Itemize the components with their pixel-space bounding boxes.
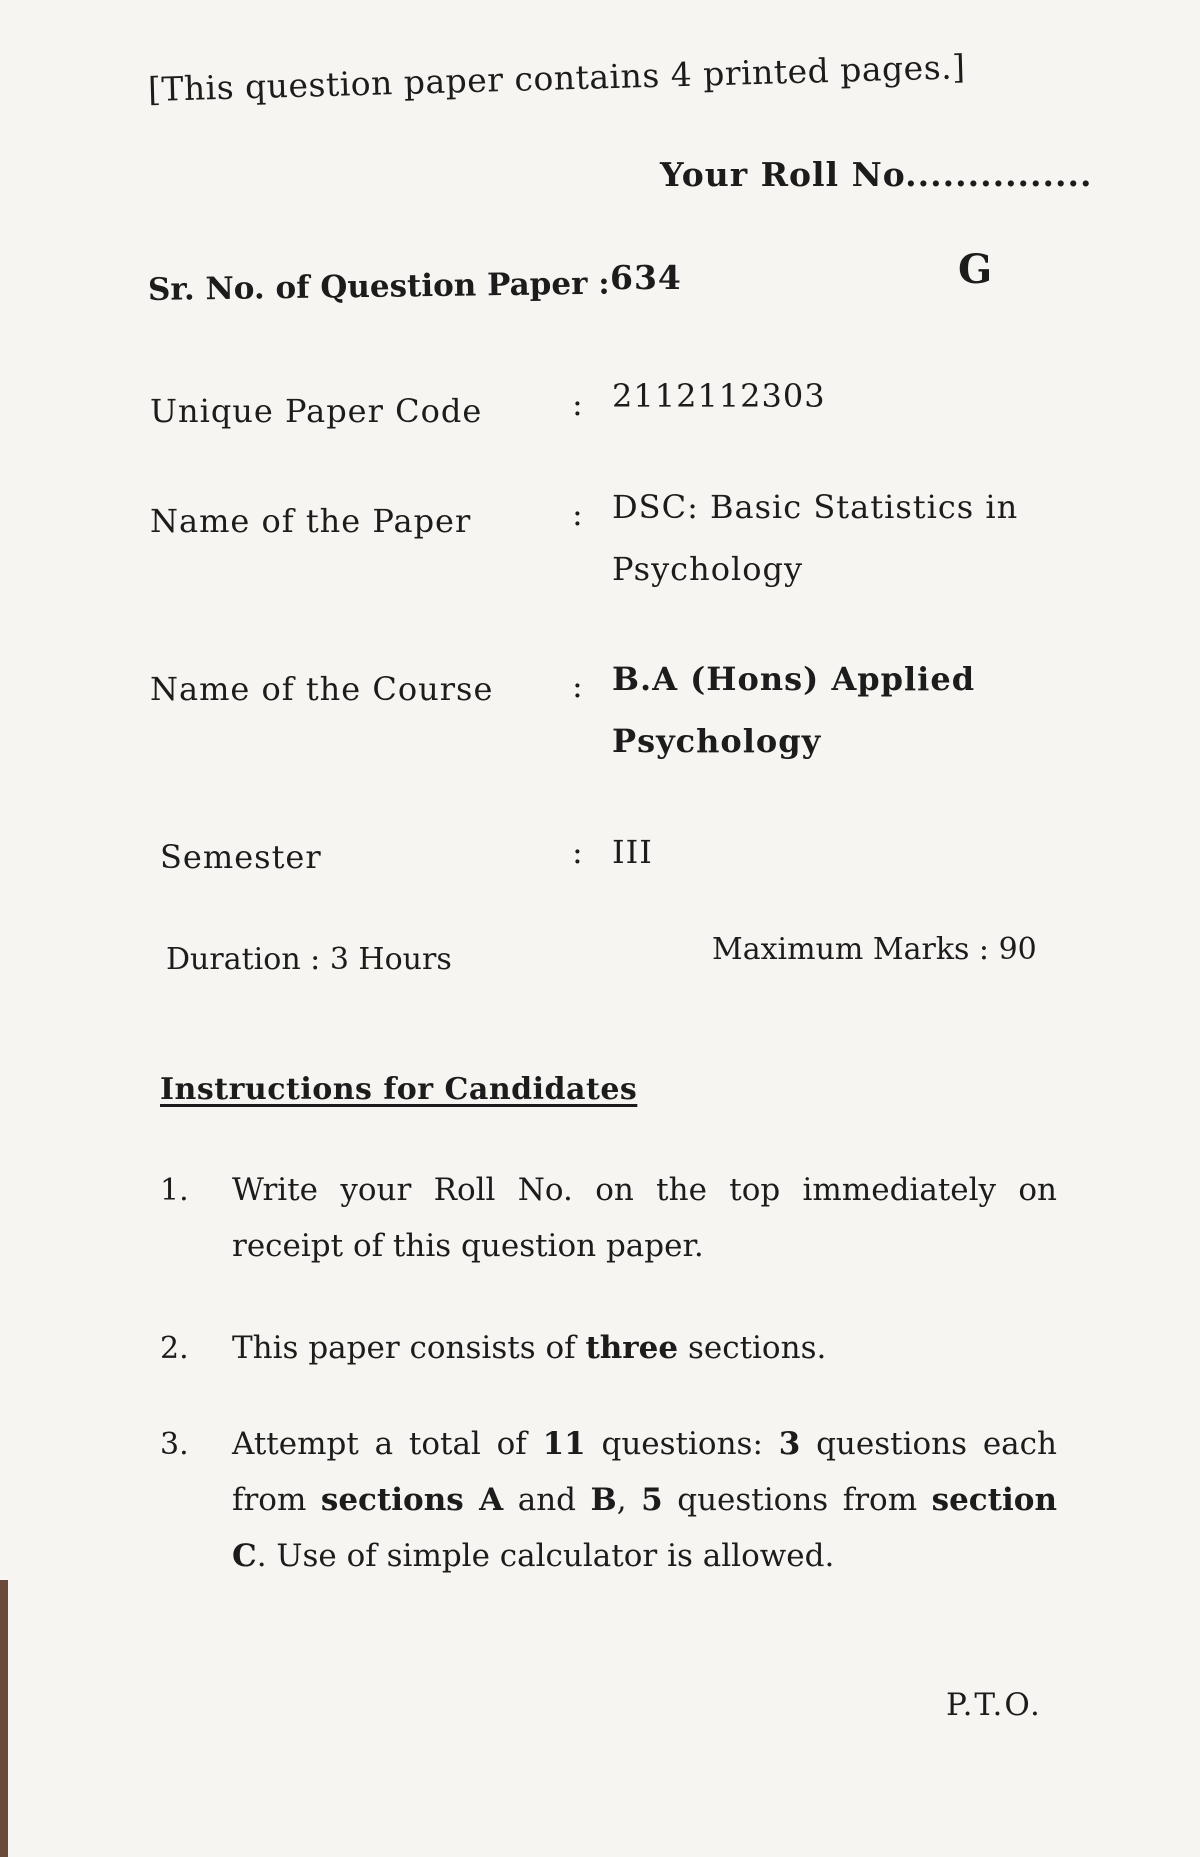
- roll-number-field: Your Roll No...............: [660, 155, 1093, 194]
- unique-paper-code-value: 2112112303: [612, 377, 826, 415]
- paper-name-value: DSC: Basic Statistics in: [612, 488, 1019, 526]
- semester-value: III: [612, 833, 653, 871]
- semester-label: Semester: [160, 838, 322, 876]
- please-turn-over: P.T.O.: [946, 1687, 1042, 1723]
- instruction-text: Attempt a total of 11 questions: 3 questions each from sections A and B, 5 questions from section C. Use of simple calculator is allowed.: [232, 1426, 1057, 1574]
- paper-name-value-line2: Psychology: [612, 550, 804, 588]
- instruction-text: Write your Roll No. on the top immediately on receipt of this question paper.: [232, 1172, 1057, 1264]
- duration: Duration : 3 Hours: [166, 942, 452, 977]
- course-name-value-line2: Psychology: [612, 722, 822, 760]
- page-edge-shadow: [0, 1580, 8, 1857]
- serial-number-value: 634: [610, 258, 682, 297]
- instruction-number: 1.: [160, 1173, 189, 1208]
- instruction-number: 2.: [160, 1331, 189, 1366]
- set-letter: G: [958, 246, 993, 293]
- pages-note: [This question paper contains 4 printed pages.]: [147, 47, 966, 109]
- maximum-marks: Maximum Marks : 90: [712, 932, 1037, 967]
- colon: :: [572, 833, 583, 871]
- course-name-value: B.A (Hons) Applied: [612, 660, 976, 698]
- instruction-text: This paper consists of three sections.: [232, 1330, 827, 1366]
- serial-number-label: Sr. No. of Question Paper :: [147, 265, 610, 308]
- course-name-label: Name of the Course: [150, 670, 494, 708]
- instruction-number: 3.: [160, 1427, 189, 1462]
- unique-paper-code-label: Unique Paper Code: [150, 392, 483, 430]
- colon: :: [572, 495, 583, 533]
- colon: :: [572, 385, 583, 423]
- colon: :: [572, 667, 583, 705]
- instructions-heading: Instructions for Candidates: [160, 1072, 638, 1107]
- paper-name-label: Name of the Paper: [150, 502, 472, 540]
